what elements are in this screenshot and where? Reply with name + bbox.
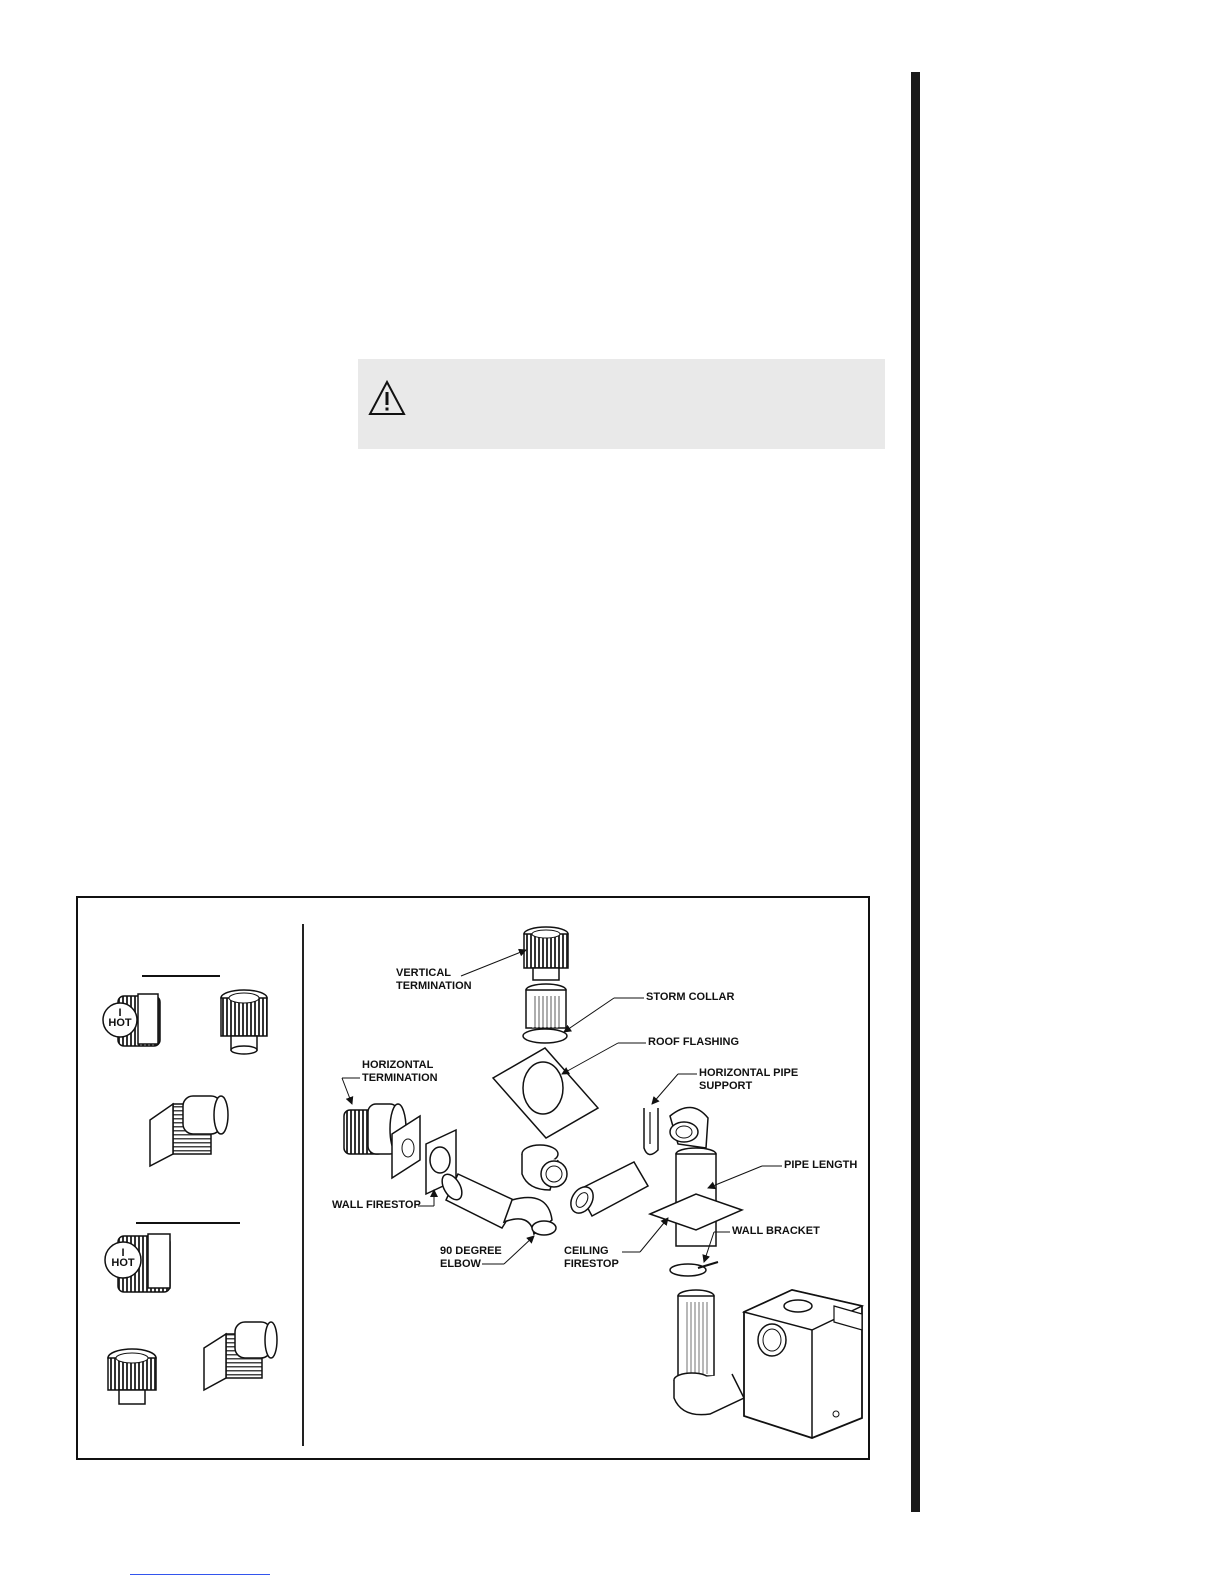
warning-callout bbox=[358, 359, 885, 449]
horizontal-cap-icon-2 bbox=[105, 1234, 170, 1292]
roof-flashing-part bbox=[493, 1048, 598, 1138]
vertical-cap-icon bbox=[221, 990, 267, 1054]
lower-pipe-part bbox=[678, 1290, 714, 1376]
page-side-bar bbox=[911, 72, 920, 1512]
label-vertical-termination-2: TERMINATION bbox=[396, 980, 472, 992]
footer-link-underline[interactable] bbox=[130, 1574, 270, 1575]
label-vertical-termination-1: VERTICAL bbox=[396, 967, 451, 979]
cap-text-1: I bbox=[118, 1007, 122, 1019]
label-roof-flashing: ROOF FLASHING bbox=[648, 1036, 740, 1048]
svg-text:HOT: HOT bbox=[111, 1257, 135, 1269]
center-elbow-part bbox=[522, 1145, 567, 1190]
label-storm-collar: STORM COLLAR bbox=[646, 991, 735, 1003]
label-horizontal-pipe-support-2: SUPPORT bbox=[699, 1080, 753, 1092]
svg-text:I: I bbox=[121, 1247, 125, 1259]
wall-hood-icon-2 bbox=[204, 1322, 277, 1390]
label-horizontal-termination-2: TERMINATION bbox=[362, 1072, 438, 1084]
warning-icon bbox=[367, 379, 407, 417]
venting-components-figure bbox=[76, 896, 870, 1460]
vertical-termination-part bbox=[524, 927, 568, 1028]
bottom-elbow-part bbox=[674, 1373, 744, 1415]
label-elbow-2: ELBOW bbox=[440, 1258, 481, 1270]
appliance-firebox-part bbox=[744, 1290, 862, 1438]
ceiling-firestop-part bbox=[650, 1194, 742, 1230]
horizontal-pipe-support-part bbox=[644, 1108, 658, 1155]
label-horizontal-termination-1: HORIZONTAL bbox=[362, 1059, 434, 1071]
label-horizontal-pipe-support-1: HORIZONTAL PIPE bbox=[699, 1067, 799, 1079]
label-ceiling-firestop-1: CEILING bbox=[564, 1245, 609, 1257]
label-wall-bracket: WALL BRACKET bbox=[732, 1225, 820, 1237]
label-ceiling-firestop-2: FIRESTOP bbox=[564, 1258, 619, 1270]
wall-bracket-part bbox=[670, 1262, 718, 1276]
label-wall-firestop: WALL FIRESTOP bbox=[332, 1199, 421, 1211]
vertical-cap-icon-2 bbox=[108, 1349, 156, 1404]
label-pipe-length: PIPE LENGTH bbox=[784, 1159, 858, 1171]
wall-hood-icon bbox=[150, 1096, 228, 1166]
horizontal-cap-icon bbox=[103, 994, 160, 1046]
label-elbow-1: 90 DEGREE bbox=[440, 1245, 502, 1257]
ninety-degree-elbow-part bbox=[504, 1198, 556, 1236]
upper-right-elbow-part bbox=[670, 1107, 708, 1148]
right-horizontal-pipe-part bbox=[566, 1162, 648, 1217]
venting-diagram bbox=[78, 898, 868, 1458]
storm-collar-part bbox=[523, 1029, 567, 1043]
cap-text-2: HOT bbox=[108, 1017, 132, 1029]
